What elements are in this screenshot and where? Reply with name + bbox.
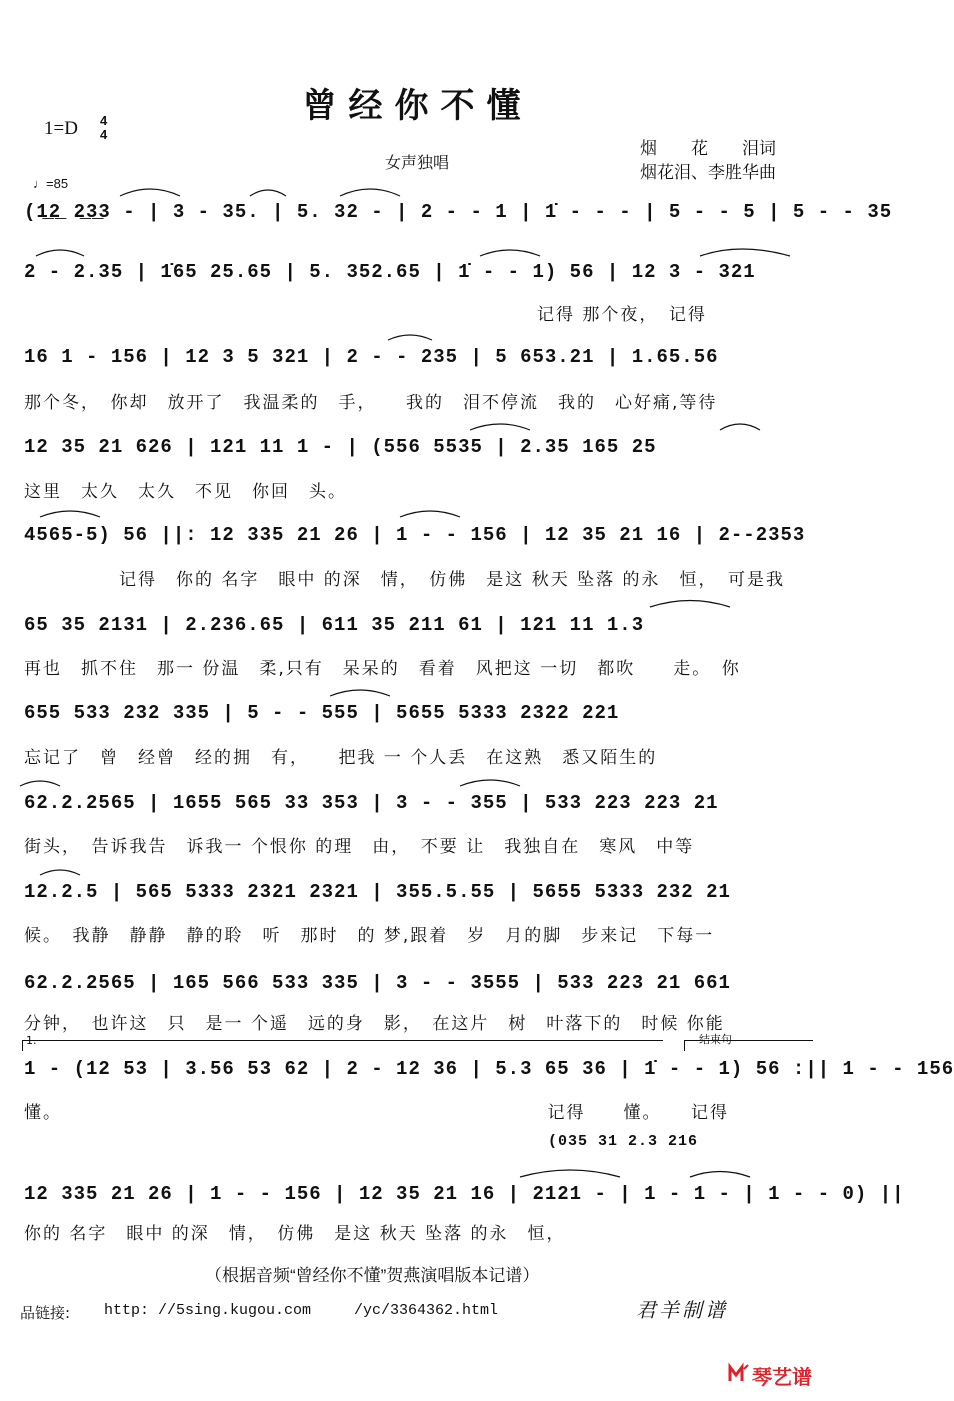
tempo-marking: ♩=85 xyxy=(33,176,69,191)
ending-label: 结束句 xyxy=(699,1033,732,1046)
lyrics-row-11: 懂。 记得 懂。 记得 xyxy=(24,1103,729,1123)
notation-row-9: 12.2.5 | 565 5333 2321 2321 | 355.5.55 | 5655 5333 232 21 xyxy=(24,881,731,903)
notation-row-7: 655 533 232 335 | 5 - - 555 | 5655 5333 2322 221 xyxy=(24,702,620,724)
notation-row-10: 62.2.2565 | 165 566 533 335 | 3 - - 3555 | 533 223 21 661 xyxy=(24,972,731,994)
transcription-note: （根据音频“曾经你不懂”贺燕演唱版本记谱） xyxy=(205,1266,540,1285)
key-signature: 1=D xyxy=(44,118,78,139)
lyrics-row-7: 忘记了 曾 经曾 经的拥 有， 把我 一 个人丢 在这熟 悉又陌生的 xyxy=(24,748,658,768)
source-link-path[interactable]: /yc/3364362.html xyxy=(354,1302,499,1319)
notation-row-8: 62.2.2565 | 1655 565 33 353 | 3 - - 355 | 533 223 223 21 xyxy=(24,792,719,814)
lyrics-row-9: 候。 我静 静静 静的聆 听 那时 的 梦,跟着 岁 月的脚 步来记 下每一 xyxy=(24,926,715,946)
first-ending-bracket xyxy=(22,1040,663,1051)
lyrics-row-10: 分钟， 也许这 只 是一 个遥 远的身 影， 在这片 树 叶落下的 时候 你能 xyxy=(24,1014,725,1034)
composer-credit: 烟花泪、李胜华曲 xyxy=(640,163,776,183)
lyrics-row-5: 记得 你的 名字 眼中 的深 情， 仿佛 是这 秋天 坠落 的永 恒， 可是我 xyxy=(24,570,786,590)
notation-row-6: 65 35 2131 | 2.236.65 | 611 35 211 61 | 121 11 1.3 xyxy=(24,614,645,636)
time-signature xyxy=(100,114,107,142)
lyrics-row-4: 这里 太久 太久 不见 你回 头。 xyxy=(24,482,347,502)
transcriber-signature: 君羊制谱 xyxy=(636,1298,728,1322)
notation-row-2: 2 - 2.35 | 1̇65 25.65 | 5. 352.65 | 1̇ - - 1) 56 | 12 3 - 321 xyxy=(24,261,756,283)
lyrics-row-12: 你的 名字 眼中 的深 情， 仿佛 是这 秋天 坠落 的永 恒， xyxy=(24,1224,566,1244)
watermark-text: 琴艺谱 xyxy=(752,1365,812,1389)
song-title: 曾经你不懂 xyxy=(302,86,533,126)
first-ending-number: 1. xyxy=(26,1034,37,1047)
lyrics-row-2: 记得 那个夜， 记得 xyxy=(24,305,707,325)
performance-type: 女声独唱 xyxy=(385,153,450,172)
notation-row-11: 1 - (12 53 | 3.56 53 62 | 2 - 12 36 | 5.3 65 36 | 1̇ - - 1) 56 :|| 1 - - 156 xyxy=(24,1058,954,1080)
lyrics-row-3: 那个冬， 你却 放开了 我温柔的 手， 我的 泪不停流 我的 心好痛,等待 xyxy=(24,393,718,413)
lyrics-row-6: 再也 抓不住 那一 份温 柔,只有 呆呆的 看着 风把这 一切 都吹 走。 你 xyxy=(24,659,741,679)
notation-row-4: 12 35 21 626 | 121 11 1 - | (556 5535 | 2.35 165 25 xyxy=(24,436,657,458)
notation-row-3: 16 1 - 156 | 12 3 5 321 | 2 - - 235 | 5 653.21 | 1.65.56 xyxy=(24,346,719,368)
link-label: 品链接: xyxy=(20,1304,71,1322)
notation-row-1: (1̲2̲ 2̲3̲3 - | 3 - 35. | 5. 32 - | 2 - - 1 | 1̇ - - - | 5 - - 5 | 5 - - 35 xyxy=(24,201,893,223)
time-signature-bottom: 4 xyxy=(100,127,108,142)
logo-icon xyxy=(726,1361,750,1385)
instrumental-fill: (035 31 2.3 216 xyxy=(548,1133,699,1150)
lyrics-row-8: 街头， 告诉我告 诉我一 个恨你 的理 由， 不要 让 我独自在 寒风 中等 xyxy=(24,837,695,857)
lyricist-credit: 烟 花 泪词 xyxy=(640,139,776,159)
notation-row-5: 4565-5) 56 ||: 12 335 21 26 | 1 - - 156 | 12 35 21 16 | 2--2353 xyxy=(24,524,806,546)
watermark-logo xyxy=(726,1361,826,1387)
source-link[interactable]: http: //5sing.kugou.com xyxy=(104,1302,312,1319)
time-signature-top: 4 xyxy=(100,113,108,128)
notation-row-12: 12 335 21 26 | 1 - - 156 | 12 35 21 16 | 2121 - | 1 - 1 - | 1 - - 0) || xyxy=(24,1183,905,1205)
